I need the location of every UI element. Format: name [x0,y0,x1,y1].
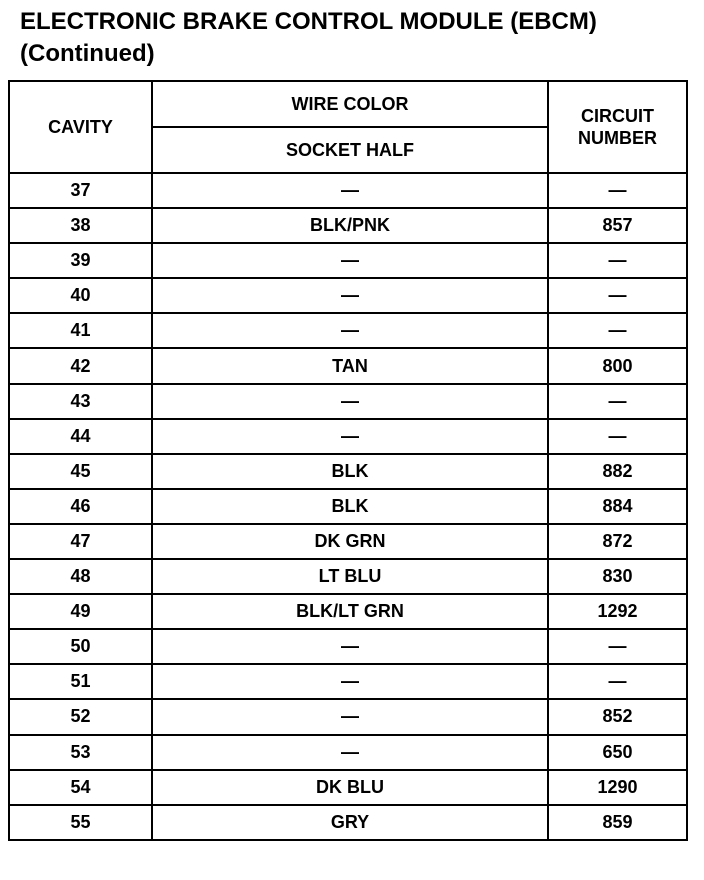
table-row [10,243,686,278]
socket-half-header: SOCKET HALF [152,127,548,173]
table-row [10,313,686,348]
cavity-cell: 51 [10,664,152,699]
wire-color-cell: TAN [152,348,548,383]
cavity-cell: 53 [10,735,152,770]
circuit-number-cell: — [548,243,686,278]
circuit-number-cell: — [548,278,686,313]
circuit-header-line-2: NUMBER [578,128,657,148]
wire-color-cell: — [152,278,548,313]
cavity-cell: 46 [10,489,152,524]
wire-color-cell: — [152,419,548,454]
wire-color-cell: — [152,384,548,419]
circuit-number-cell: 1290 [548,770,686,805]
circuit-header-line-1: CIRCUIT [581,106,654,126]
table-row [10,348,686,383]
table-row [10,419,686,454]
circuit-number-cell: — [548,664,686,699]
connector-table [10,82,686,839]
wire-color-cell: — [152,664,548,699]
table-row [10,384,686,419]
table-row [10,629,686,664]
cavity-cell: 49 [10,594,152,629]
connector-table-frame [8,80,688,841]
wire-color-cell: DK BLU [152,770,548,805]
wire-color-header: WIRE COLOR [291,94,409,114]
wire-color-cell: BLK/PNK [152,208,548,243]
title-line-2: (Continued) [20,40,155,67]
circuit-number-cell: 800 [548,348,686,383]
wire-color-cell: — [152,629,548,664]
cavity-cell: 37 [10,173,152,208]
circuit-number-cell: 852 [548,699,686,734]
circuit-number-cell: — [548,313,686,348]
table-row [10,454,686,489]
circuit-number-cell: — [548,419,686,454]
wire-color-cell: BLK [152,489,548,524]
cavity-cell: 47 [10,524,152,559]
table-body [10,173,686,839]
table-row [10,173,686,208]
cavity-cell: 42 [10,348,152,383]
circuit-number-cell: 1292 [548,594,686,629]
table-row [10,524,686,559]
table-row [10,664,686,699]
wire-color-cell: — [152,735,548,770]
cavity-cell: 48 [10,559,152,594]
wire-color-cell: GRY [152,805,548,839]
table-row [10,594,686,629]
cavity-cell: 45 [10,454,152,489]
circuit-number-cell: — [548,173,686,208]
circuit-number-cell: 857 [548,208,686,243]
wire-color-cell: — [152,243,548,278]
wire-color-cell: — [152,313,548,348]
table-row [10,770,686,805]
cavity-header: CAVITY [10,82,152,173]
circuit-number-cell: — [548,629,686,664]
cavity-cell: 52 [10,699,152,734]
cavity-cell: 50 [10,629,152,664]
cavity-cell: 54 [10,770,152,805]
circuit-number-cell: 830 [548,559,686,594]
circuit-number-cell: — [548,384,686,419]
cavity-cell: 43 [10,384,152,419]
title-line-1: ELECTRONIC BRAKE CONTROL MODULE (EBCM) [20,8,597,35]
wire-color-cell: LT BLU [152,559,548,594]
table-row [10,805,686,839]
table-row [10,208,686,243]
wire-color-cell: BLK [152,454,548,489]
cavity-cell: 55 [10,805,152,839]
cavity-cell: 40 [10,278,152,313]
circuit-number-cell: 859 [548,805,686,839]
wire-color-cell: — [152,173,548,208]
table-row [10,278,686,313]
table-row [10,735,686,770]
table-row [10,699,686,734]
circuit-number-cell: 884 [548,489,686,524]
circuit-number-cell: 882 [548,454,686,489]
circuit-number-cell: 650 [548,735,686,770]
cavity-cell: 41 [10,313,152,348]
document-title [20,6,597,70]
table-row [10,559,686,594]
table-row [10,489,686,524]
cavity-cell: 38 [10,208,152,243]
cavity-cell: 39 [10,243,152,278]
cavity-cell: 44 [10,419,152,454]
circuit-number-cell: 872 [548,524,686,559]
wire-color-cell: — [152,699,548,734]
wire-color-cell: DK GRN [152,524,548,559]
circuit-number-header [548,82,686,173]
wire-color-cell: BLK/LT GRN [152,594,548,629]
